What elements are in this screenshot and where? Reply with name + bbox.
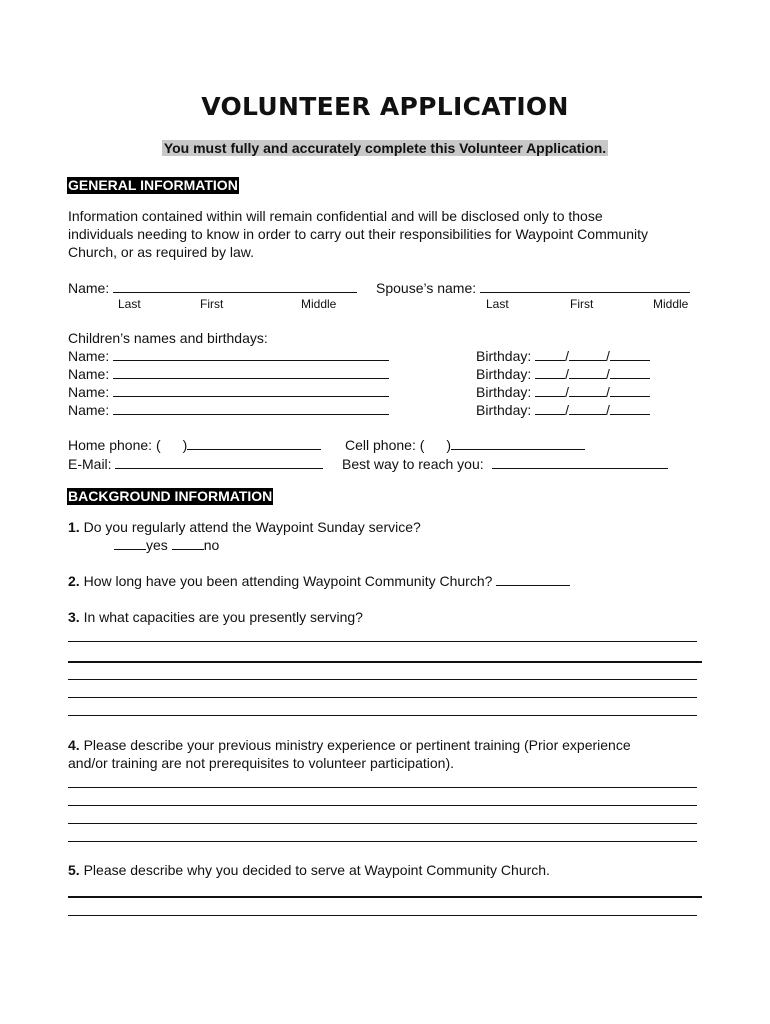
spouse-name-row [376, 279, 690, 297]
question-4 [68, 736, 631, 754]
birthday-day-field[interactable] [569, 383, 606, 397]
spouse-name-field[interactable] [480, 279, 690, 293]
child-name-label: Name: [68, 402, 110, 418]
section-heading-general: GENERAL INFORMATION [68, 177, 238, 193]
question-3-answer-line[interactable] [68, 641, 697, 642]
birthday-month-field[interactable] [535, 401, 565, 415]
birthday-day-field[interactable] [569, 365, 606, 379]
child-birthday-row: Birthday: / / [476, 401, 650, 419]
question-4-answer-line[interactable] [68, 787, 697, 788]
question-1-answer-row [114, 536, 219, 554]
spouse-sub-middle: Middle [653, 297, 689, 311]
best-way-label: Best way to reach you: [342, 456, 484, 472]
question-3-number: 3. [68, 609, 80, 625]
cell-phone-row: Cell phone: ( ) [345, 436, 585, 454]
question-5-answer-line[interactable] [68, 896, 702, 898]
birthday-month-field[interactable] [535, 383, 565, 397]
child-name-row [68, 401, 389, 419]
cell-phone-label: Cell phone: ( [345, 437, 425, 453]
question-1-text: Do you regularly attend the Waypoint Sunday service? [83, 519, 421, 535]
page-title: VOLUNTEER APPLICATION [201, 92, 569, 121]
child-name-field[interactable] [113, 401, 389, 415]
spouse-sub-first: First [570, 297, 594, 311]
question-2-text: How long have you been attending Waypoint Community Church? [83, 573, 493, 589]
child-birthday-row: Birthday: / / [476, 365, 650, 383]
email-row [68, 455, 323, 473]
question-3-text: In what capacities are you presently serving? [83, 609, 363, 625]
birthday-label: Birthday: [476, 402, 532, 418]
email-field[interactable] [115, 455, 323, 469]
home-phone-row: Home phone: ( ) [68, 436, 321, 454]
birthday-month-field[interactable] [535, 365, 565, 379]
birthday-day-field[interactable] [569, 347, 606, 361]
question-1 [68, 518, 421, 536]
question-1-number: 1. [68, 519, 80, 535]
birthday-year-field[interactable] [610, 347, 650, 361]
notice-text: You must fully and accurately complete this Volunteer Application. [163, 140, 607, 156]
intro-line-1: Information contained within will remain confidential and will be disclosed only to those [68, 208, 603, 224]
question-4-text-line-2: and/or training are not prerequisites to volunteer participation). [68, 755, 454, 771]
applicant-sub-middle: Middle [301, 297, 337, 311]
email-label: E-Mail: [68, 456, 112, 472]
question-4-number: 4. [68, 737, 80, 753]
question-3-answer-line[interactable] [68, 697, 697, 698]
question-2 [68, 572, 570, 590]
birthday-label: Birthday: [476, 384, 532, 400]
question-1-no-field[interactable] [172, 536, 204, 550]
intro-line-2: individuals needing to know in order to carry out their responsibilities for Waypoint Community [68, 226, 648, 242]
best-way-field[interactable] [492, 455, 668, 469]
question-2-number: 2. [68, 573, 80, 589]
birthday-label: Birthday: [476, 366, 532, 382]
cell-phone-field[interactable] [451, 436, 585, 450]
question-5 [68, 861, 550, 879]
spouse-name-label: Spouse’s name: [376, 280, 477, 296]
child-name-label: Name: [68, 366, 110, 382]
question-1-no-label: no [203, 537, 220, 553]
question-4-answer-line[interactable] [68, 823, 697, 824]
question-5-number: 5. [68, 862, 80, 878]
applicant-sub-first: First [200, 297, 224, 311]
question-1-yes-label: yes [146, 537, 168, 553]
child-name-row [68, 347, 389, 365]
question-5-text: Please describe why you decided to serve at Waypoint Community Church. [83, 862, 550, 878]
birthday-day-field[interactable] [569, 401, 606, 415]
question-3-answer-line[interactable] [68, 715, 697, 716]
question-4-answer-line[interactable] [68, 841, 697, 842]
birthday-month-field[interactable] [535, 347, 565, 361]
intro-line-3: Church, or as required by law. [68, 244, 254, 260]
child-birthday-row: Birthday: / / [476, 347, 650, 365]
applicant-name-field[interactable] [113, 279, 357, 293]
name-label: Name: [68, 280, 110, 296]
child-name-row [68, 365, 389, 383]
birthday-year-field[interactable] [610, 401, 650, 415]
birthday-year-field[interactable] [610, 365, 650, 379]
best-way-row [342, 455, 668, 473]
section-heading-background: BACKGROUND INFORMATION [68, 488, 273, 504]
child-name-field[interactable] [113, 383, 389, 397]
question-3-answer-line[interactable] [68, 679, 697, 680]
applicant-sub-last: Last [118, 297, 141, 311]
question-4-text-line-1: Please describe your previous ministry experience or pertinent training (Prior experience [83, 737, 631, 753]
question-2-answer-field[interactable] [496, 572, 570, 586]
notice-banner [0, 139, 770, 157]
home-phone-label: Home phone: ( [68, 437, 161, 453]
child-birthday-row: Birthday: / / [476, 383, 650, 401]
child-name-label: Name: [68, 384, 110, 400]
spouse-sub-last: Last [486, 297, 509, 311]
question-3-answer-line[interactable] [68, 661, 702, 663]
children-label: Children’s names and birthdays: [68, 330, 268, 346]
child-name-label: Name: [68, 348, 110, 364]
birthday-year-field[interactable] [610, 383, 650, 397]
question-3 [68, 608, 363, 626]
home-phone-field[interactable] [187, 436, 321, 450]
child-name-field[interactable] [113, 365, 389, 379]
birthday-label: Birthday: [476, 348, 532, 364]
applicant-name-row [68, 279, 357, 297]
question-4-answer-line[interactable] [68, 805, 697, 806]
question-5-answer-line[interactable] [68, 915, 697, 916]
child-name-row [68, 383, 389, 401]
child-name-field[interactable] [113, 347, 389, 361]
question-1-yes-field[interactable] [114, 536, 146, 550]
